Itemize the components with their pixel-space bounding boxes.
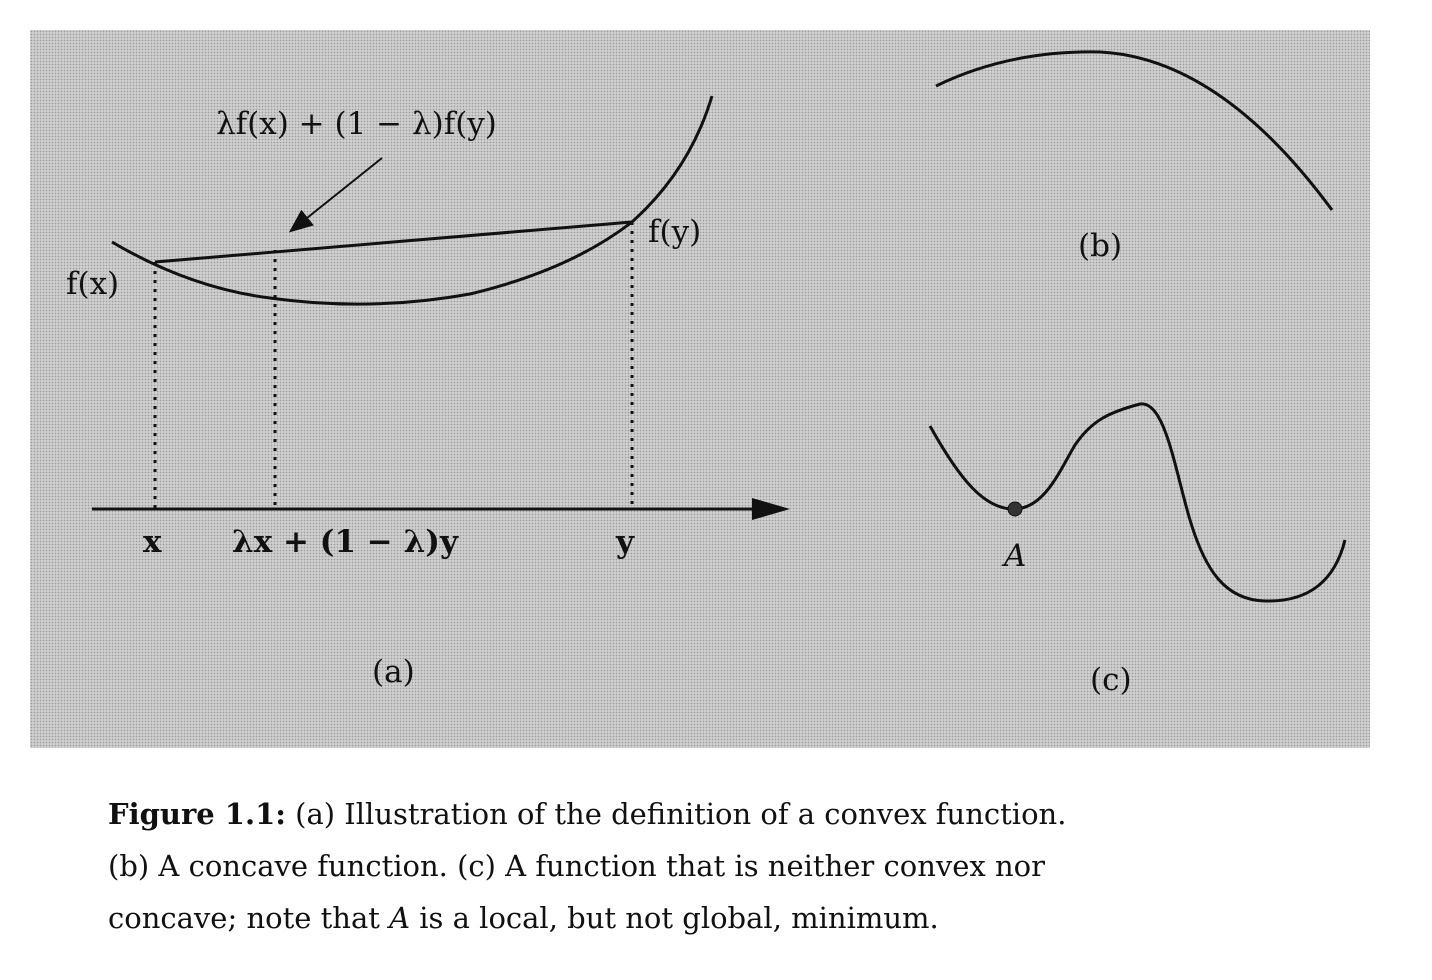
caption-text-1: (a) Illustration of the definition of a convex function. — [285, 797, 1067, 831]
chord-pointer-arrow — [292, 158, 382, 230]
panel-a-sublabel: (a) — [372, 654, 415, 690]
axis-label-lambda: λx + (1 − λ)y — [232, 524, 458, 560]
figure-label: Figure 1.1: — [108, 797, 286, 831]
caption-var-a: A — [389, 901, 411, 935]
chord-label: λf(x) + (1 − λ)f(y) — [216, 106, 497, 142]
fy-label: f(y) — [648, 214, 702, 250]
caption-line-3 — [108, 892, 1298, 944]
caption-text-3a: concave; note that — [108, 901, 390, 935]
figure-caption — [108, 788, 1298, 944]
chord-line — [155, 222, 632, 262]
panel-c — [930, 404, 1345, 698]
panel-b — [936, 52, 1332, 264]
local-minimum-point — [1008, 502, 1022, 516]
axis-label-y: y — [616, 524, 635, 560]
caption-text-3b: is a local, but not global, minimum. — [410, 901, 939, 935]
panel-c-sublabel: (c) — [1090, 662, 1132, 698]
point-a-label: A — [1004, 538, 1027, 574]
panel-a — [66, 96, 790, 690]
panel-b-sublabel: (b) — [1078, 228, 1123, 264]
caption-line-2: (b) A concave function. (c) A function that is neither convex nor — [108, 849, 1045, 883]
nonconvex-curve — [930, 404, 1345, 601]
concave-curve — [936, 52, 1332, 210]
caption-line-1 — [108, 788, 1298, 840]
fx-label: f(x) — [66, 266, 120, 302]
axis-label-x: x — [143, 524, 162, 560]
x-axis-arrowhead — [752, 498, 790, 520]
